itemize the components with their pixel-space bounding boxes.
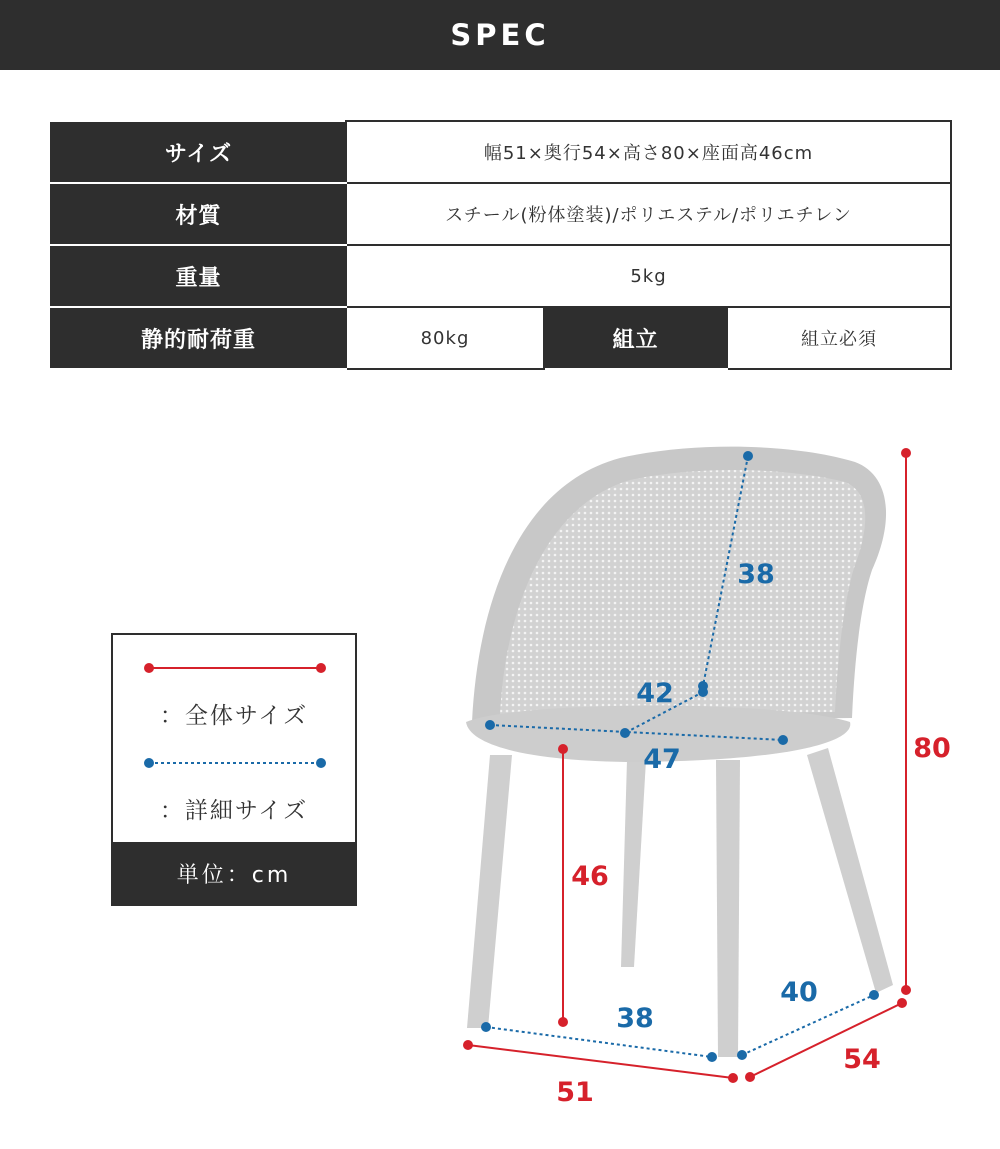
- assembly-label: 組立: [544, 307, 727, 369]
- load-value: 80kg: [346, 307, 544, 369]
- size-value: 幅51×奥行54×高さ80×座面高46cm: [346, 121, 951, 183]
- material-label: 材質: [51, 183, 346, 245]
- load-label: 静的耐荷重: [51, 307, 346, 369]
- overall-height-label: 80: [913, 733, 951, 764]
- spec-title: SPEC: [450, 18, 550, 52]
- chair-backrest: [472, 447, 886, 722]
- seat-width-label: 47: [643, 744, 681, 775]
- size-label: サイズ: [51, 121, 346, 183]
- material-value: スチール(粉体塗装)/ポリエステル/ポリエチレン: [346, 183, 951, 245]
- chair-legs: [467, 748, 893, 1057]
- seat-height-label: 46: [571, 861, 609, 892]
- legend-overall-label: ：全体サイズ: [159, 703, 309, 729]
- weight-label: 重量: [51, 245, 346, 307]
- assembly-value: 組立必須: [727, 307, 951, 369]
- weight-value: 5kg: [346, 245, 951, 307]
- legend-detail-label: ：詳細サイズ: [159, 798, 309, 824]
- seat-depth-label: 42: [636, 678, 674, 709]
- overall-width-label: 51: [556, 1077, 594, 1108]
- overall-depth-label: 54: [843, 1044, 881, 1075]
- back-height-label: 38: [737, 559, 775, 590]
- inner-leg-depth-label: 40: [780, 977, 818, 1008]
- legend-unit-label: 単位：cm: [113, 842, 355, 904]
- inner-leg-width-label: 38: [616, 1003, 654, 1034]
